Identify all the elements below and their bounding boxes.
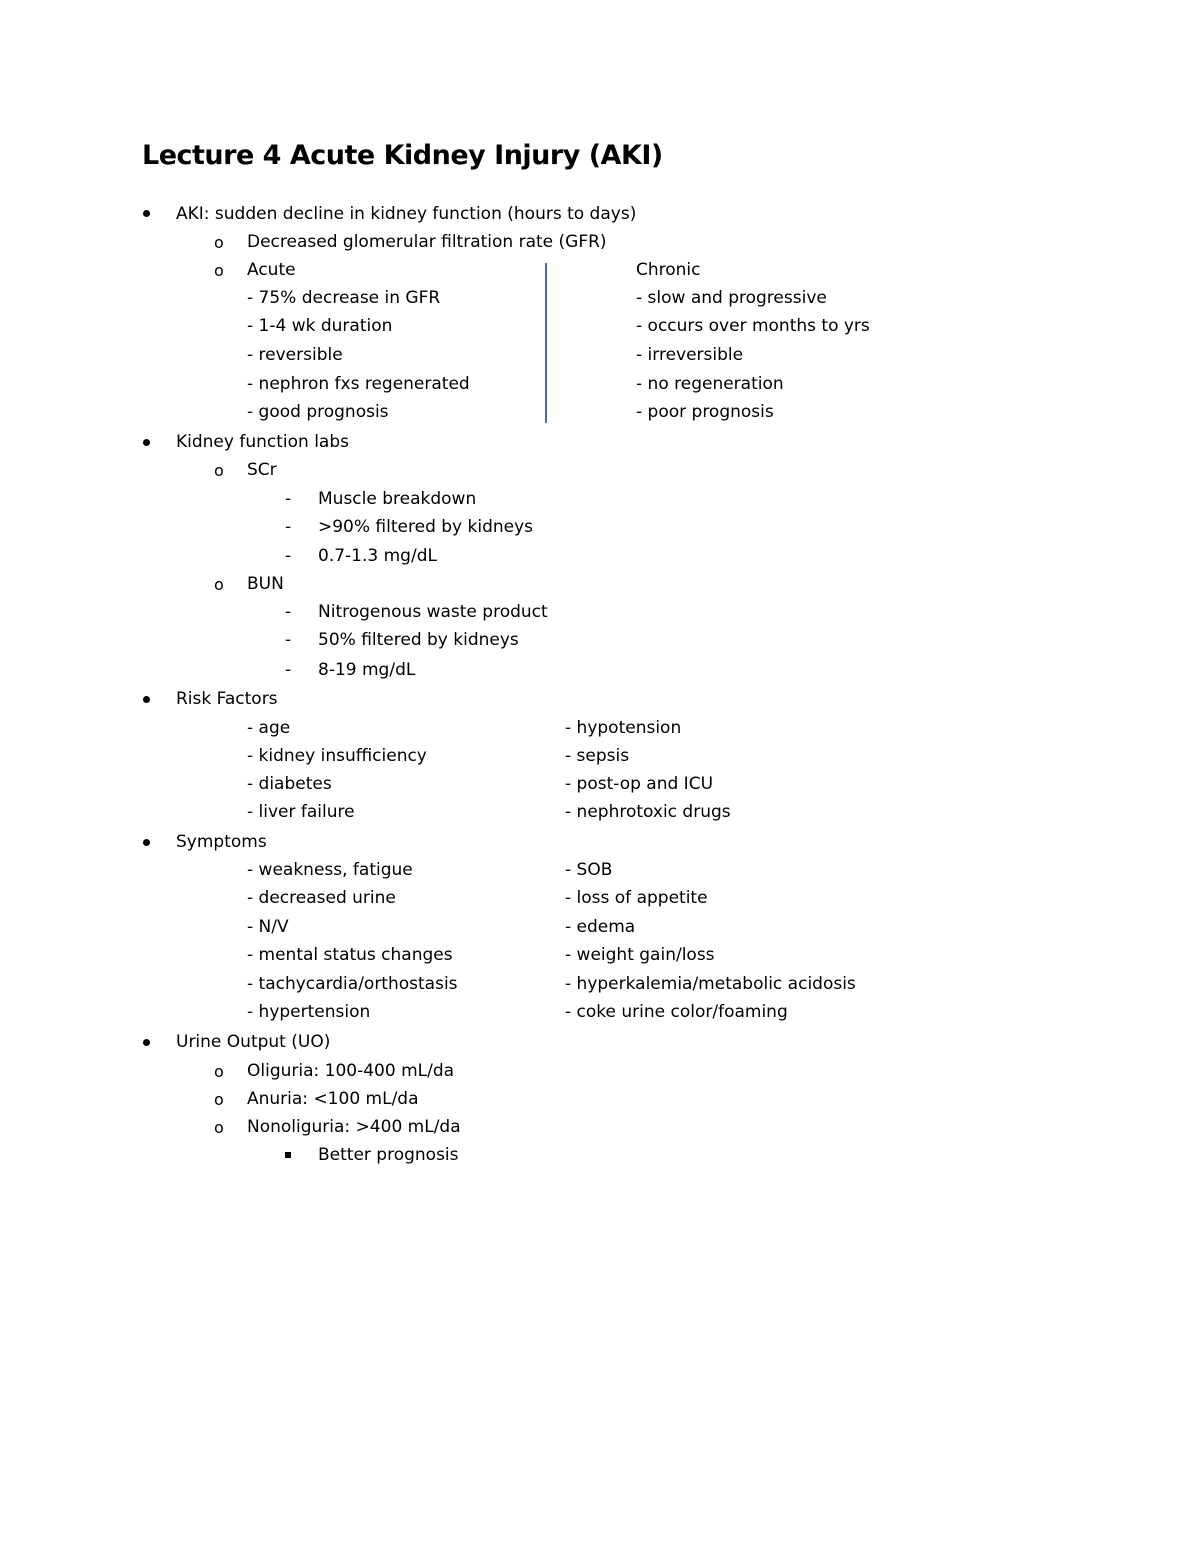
bullet-disc bbox=[143, 696, 150, 703]
symptoms-bullet: Symptoms bbox=[176, 832, 267, 852]
dash-marker: - bbox=[285, 602, 292, 622]
risk-bullet: Risk Factors bbox=[176, 689, 278, 709]
sub-bullet-marker: o bbox=[214, 261, 224, 280]
sub-bullet-marker: o bbox=[214, 233, 224, 252]
bun-detail: 8-19 mg/dL bbox=[318, 660, 416, 680]
symptom-item: - SOB bbox=[565, 860, 613, 880]
risk-item: - hypotension bbox=[565, 718, 682, 738]
aki-bullet: AKI: sudden decline in kidney function (hours to days) bbox=[176, 204, 637, 224]
scr-detail: Muscle breakdown bbox=[318, 489, 477, 509]
risk-item: - kidney insufficiency bbox=[247, 746, 427, 766]
sub-bullet-marker: o bbox=[214, 1062, 224, 1081]
bullet-disc bbox=[143, 439, 150, 446]
page-title: Lecture 4 Acute Kidney Injury (AKI) bbox=[142, 140, 663, 171]
risk-item: - sepsis bbox=[565, 746, 630, 766]
scr-detail: >90% filtered by kidneys bbox=[318, 517, 534, 537]
scr-item: SCr bbox=[247, 460, 277, 480]
symptom-item: - N/V bbox=[247, 917, 289, 937]
dash-marker: - bbox=[285, 489, 292, 509]
acute-item: - 75% decrease in GFR bbox=[247, 288, 441, 308]
chronic-heading: Chronic bbox=[636, 260, 701, 280]
uo-item: Anuria: <100 mL/da bbox=[247, 1089, 419, 1109]
bun-detail: Nitrogenous waste product bbox=[318, 602, 548, 622]
uo-subitem: Better prognosis bbox=[318, 1145, 459, 1165]
symptom-item: - weakness, fatigue bbox=[247, 860, 413, 880]
risk-item: - age bbox=[247, 718, 291, 738]
sub-bullet-marker: o bbox=[214, 461, 224, 480]
uo-item: Nonoliguria: >400 mL/da bbox=[247, 1117, 461, 1137]
chronic-item: - no regeneration bbox=[636, 374, 784, 394]
symptom-item: - weight gain/loss bbox=[565, 945, 715, 965]
bun-item: BUN bbox=[247, 574, 284, 594]
symptom-item: - coke urine color/foaming bbox=[565, 1002, 788, 1022]
labs-bullet: Kidney function labs bbox=[176, 432, 349, 452]
bun-detail: 50% filtered by kidneys bbox=[318, 630, 519, 650]
sub-bullet-marker: o bbox=[214, 575, 224, 594]
bullet-disc bbox=[143, 1039, 150, 1046]
bullet-disc bbox=[143, 839, 150, 846]
acute-item: - nephron fxs regenerated bbox=[247, 374, 470, 394]
sub-bullet-marker: o bbox=[214, 1090, 224, 1109]
symptom-item: - mental status changes bbox=[247, 945, 453, 965]
dash-marker: - bbox=[285, 546, 292, 566]
risk-item: - post-op and ICU bbox=[565, 774, 714, 794]
symptom-item: - decreased urine bbox=[247, 888, 396, 908]
column-divider bbox=[545, 263, 547, 423]
symptom-item: - edema bbox=[565, 917, 636, 937]
acute-item: - 1-4 wk duration bbox=[247, 316, 393, 336]
risk-item: - liver failure bbox=[247, 802, 355, 822]
symptom-item: - loss of appetite bbox=[565, 888, 708, 908]
gfr-item: Decreased glomerular filtration rate (GFR) bbox=[247, 232, 607, 252]
uo-bullet: Urine Output (UO) bbox=[176, 1032, 331, 1052]
symptom-item: - tachycardia/orthostasis bbox=[247, 974, 458, 994]
chronic-item: - occurs over months to yrs bbox=[636, 316, 870, 336]
dash-marker: - bbox=[285, 660, 292, 680]
sub-bullet-marker: o bbox=[214, 1118, 224, 1137]
risk-item: - nephrotoxic drugs bbox=[565, 802, 731, 822]
symptom-item: - hypertension bbox=[247, 1002, 371, 1022]
acute-heading: Acute bbox=[247, 260, 296, 280]
chronic-item: - poor prognosis bbox=[636, 402, 774, 422]
chronic-item: - irreversible bbox=[636, 345, 744, 365]
symptom-item: - hyperkalemia/metabolic acidosis bbox=[565, 974, 856, 994]
dash-marker: - bbox=[285, 630, 292, 650]
acute-item: - reversible bbox=[247, 345, 343, 365]
scr-detail: 0.7-1.3 mg/dL bbox=[318, 546, 437, 566]
chronic-item: - slow and progressive bbox=[636, 288, 827, 308]
uo-item: Oliguria: 100-400 mL/da bbox=[247, 1061, 455, 1081]
acute-item: - good prognosis bbox=[247, 402, 389, 422]
square-bullet bbox=[285, 1152, 291, 1158]
bullet-disc bbox=[143, 210, 150, 217]
risk-item: - diabetes bbox=[247, 774, 332, 794]
dash-marker: - bbox=[285, 517, 292, 537]
